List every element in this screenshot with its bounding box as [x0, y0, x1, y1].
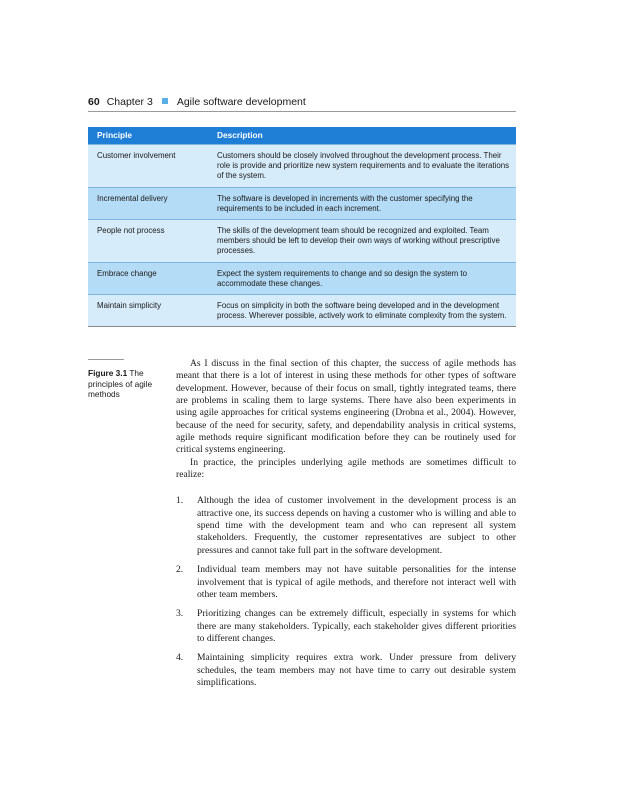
list-item — [176, 564, 516, 601]
list-item-text: Although the idea of customer involvement in the development process is an attractive one, its success depends on having a customer who is willing and able to spend time with the development team and who can represent all system stakeholders. Frequently, the customer representatives are subject to other pressures and cannot take full part in the software development. — [197, 495, 516, 556]
list-item-text: Individual team members may not have suitable personalities for the intense involvement that is typical of agile methods, and therefore not interact well with other team members. — [197, 564, 516, 600]
table-row — [88, 262, 516, 294]
paragraph: In practice, the principles underlying agile methods are sometimes difficult to realize: — [176, 456, 516, 481]
figure-label: Figure 3.1 — [88, 368, 128, 378]
header-rule — [88, 111, 516, 112]
principle-cell: Maintain simplicity — [88, 295, 208, 327]
description-cell: Customers should be closely involved throughout the development process. Their role is provide and prioritize new system requirements and to evaluate the iterations of the system. — [208, 145, 516, 188]
chapter-number: Chapter 3 — [106, 96, 153, 108]
list-item-text: Maintaining simplicity requires extra work. Under pressure from delivery schedules, the team members may not have time to carry out desirable system simplifications. — [197, 652, 516, 688]
description-cell: The software is developed in increments with the customer specifying the requirements to be included in each increment. — [208, 187, 516, 219]
figure-caption — [88, 368, 168, 400]
column-header-description: Description — [208, 127, 516, 145]
principle-cell: Customer involvement — [88, 145, 208, 188]
numbered-list — [176, 495, 516, 689]
table-header-row — [88, 127, 516, 145]
principle-cell: Incremental delivery — [88, 187, 208, 219]
list-number: 2. — [176, 564, 184, 576]
table-row — [88, 187, 516, 219]
table-row — [88, 220, 516, 263]
list-item — [176, 652, 516, 689]
description-cell: Focus on simplicity in both the software being developed and in the development process. Wherever possible, actively work to eliminate complexity from the system. — [208, 295, 516, 327]
table-row — [88, 295, 516, 327]
running-header — [88, 96, 516, 108]
list-number: 1. — [176, 495, 184, 507]
page-number: 60 — [88, 96, 100, 108]
paragraph: As I discuss in the final section of this chapter, the success of agile methods has meant that there is a lot of interest in using these methods for other types of software development. However, because of their focus on small, tightly integrated teams, there are problems in scaling them to large systems. There have also been experiments in using agile approaches for critical systems engineering (Drobna et al., 2004). However, because of the need for security, safety, and dependability analysis in critical systems, agile methods require significant modification before they can be routinely used for critical systems engineering. — [176, 358, 516, 456]
column-header-principle: Principle — [88, 127, 208, 145]
list-number: 4. — [176, 652, 184, 664]
list-number: 3. — [176, 608, 184, 620]
list-item — [176, 608, 516, 645]
chapter-title: Agile software development — [176, 96, 306, 108]
principle-cell: Embrace change — [88, 262, 208, 294]
principles-table — [88, 127, 516, 327]
list-item — [176, 495, 516, 557]
list-item-text: Prioritizing changes can be extremely difficult, especially in systems for which there are many stakeholders. Typically, each stakeholder gives different priorities to different changes. — [197, 608, 516, 644]
table-row — [88, 145, 516, 188]
description-cell: The skills of the development team should be recognized and exploited. Team members should be left to develop their own ways of working without prescriptive processes. — [208, 220, 516, 263]
body-text — [176, 358, 516, 696]
separator-square-icon — [162, 98, 168, 104]
caption-rule — [88, 359, 124, 360]
principle-cell: People not process — [88, 220, 208, 263]
description-cell: Expect the system requirements to change and so design the system to accommodate these changes. — [208, 262, 516, 294]
figure-caption-text: The principles of agile methods — [88, 368, 153, 399]
